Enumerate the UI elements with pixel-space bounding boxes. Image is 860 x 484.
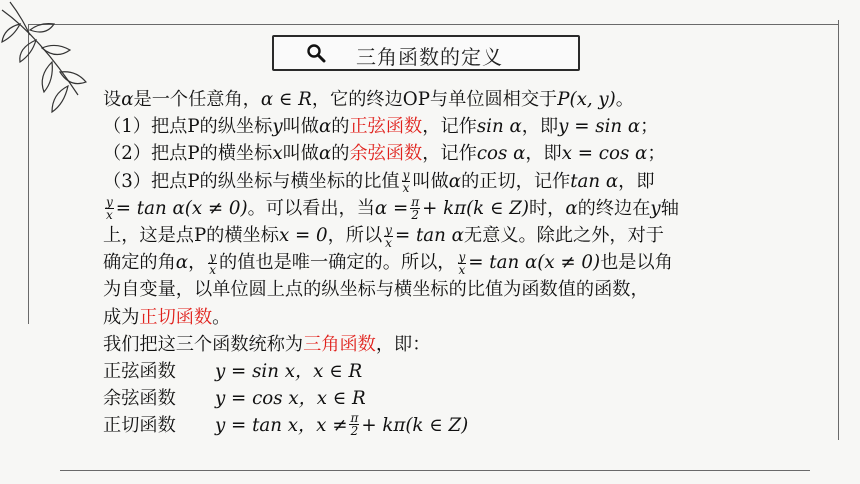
fraction-y-over-x: $\frac{y}{x}$ <box>458 249 466 277</box>
definition-text <box>103 86 753 440</box>
line-10: 我们把这三个函数统称为三角函数，即： <box>103 333 431 355</box>
line-8: 为自变量，以单位圆上点的纵坐标与横坐标的比值为函数值的函数， <box>103 279 649 301</box>
fraction-y-over-x: $\frac{y}{x}$ <box>402 168 410 196</box>
trig-term: 三角函数 <box>303 333 376 355</box>
line-cosine: （2）把点P的横坐标x叫做α的余弦函数，记作cos α，即x = cos α； <box>103 143 666 165</box>
frame-top-line <box>28 24 838 25</box>
search-icon <box>306 43 326 63</box>
fraction-y-over-x: $\frac{y}{x}$ <box>209 249 217 277</box>
frame-bottom-line <box>60 470 810 471</box>
fraction-pi-over-2: $\frac{\pi}{2}$ <box>350 411 359 439</box>
line-sine: （1）把点P的纵坐标y叫做α的正弦函数，记作sin α，即y = sin α； <box>103 116 659 138</box>
definition-row-cosine: 余弦函数 y = cos x，x ∈ R <box>103 388 366 410</box>
line-5: $\frac{y}{x}$ = tan α(x ≠ 0)。可以看出，当α = $\frac{\pi}{2}$ + kπ(k ∈ Z)时，α的终边在y轴 <box>106 195 679 223</box>
definition-row-sine: 正弦函数 y = sin x，x ∈ R <box>103 361 363 383</box>
title-box <box>272 35 580 71</box>
fraction-y-over-x: $\frac{y}{x}$ <box>385 222 392 250</box>
cosine-term: 余弦函数 <box>349 143 423 165</box>
sine-term: 正弦函数 <box>349 116 423 138</box>
fraction-y-over-x: $\frac{y}{x}$ <box>106 195 113 223</box>
fraction-pi-over-2: $\frac{\pi}{2}$ <box>411 195 420 223</box>
line-1: 设α是一个任意角，α ∈ R，它的终边OP与单位圆相交于P(x, y)。 <box>103 89 634 110</box>
definition-row-tangent: 正切函数 y = tan x，x ≠ $\frac{\pi}{2}$ + kπ(k ∈ Z) <box>103 411 469 439</box>
line-tangent: （3）把点P的纵坐标与横坐标的比值 $\frac{y}{x}$ 叫做α的正切，记作tan α，即 <box>103 168 655 196</box>
tangent-term: 正切函数 <box>139 306 213 328</box>
line-6: 上，这是点P的横坐标x = 0，所以 $\frac{y}{x}$ = tan α无意义。除此之外，对于 <box>103 222 664 250</box>
frame-right-line <box>838 20 839 440</box>
line-9: 成为正切函数。 <box>103 306 231 328</box>
line-7: 确定的角α， $\frac{y}{x}$ 的值也是唯一确定的。所以， $\frac{y}{x}$ = tan α(x ≠ 0)也是以角 <box>103 249 673 277</box>
page-title: 三角函数的定义 <box>356 45 503 69</box>
branch-decoration <box>0 0 120 125</box>
